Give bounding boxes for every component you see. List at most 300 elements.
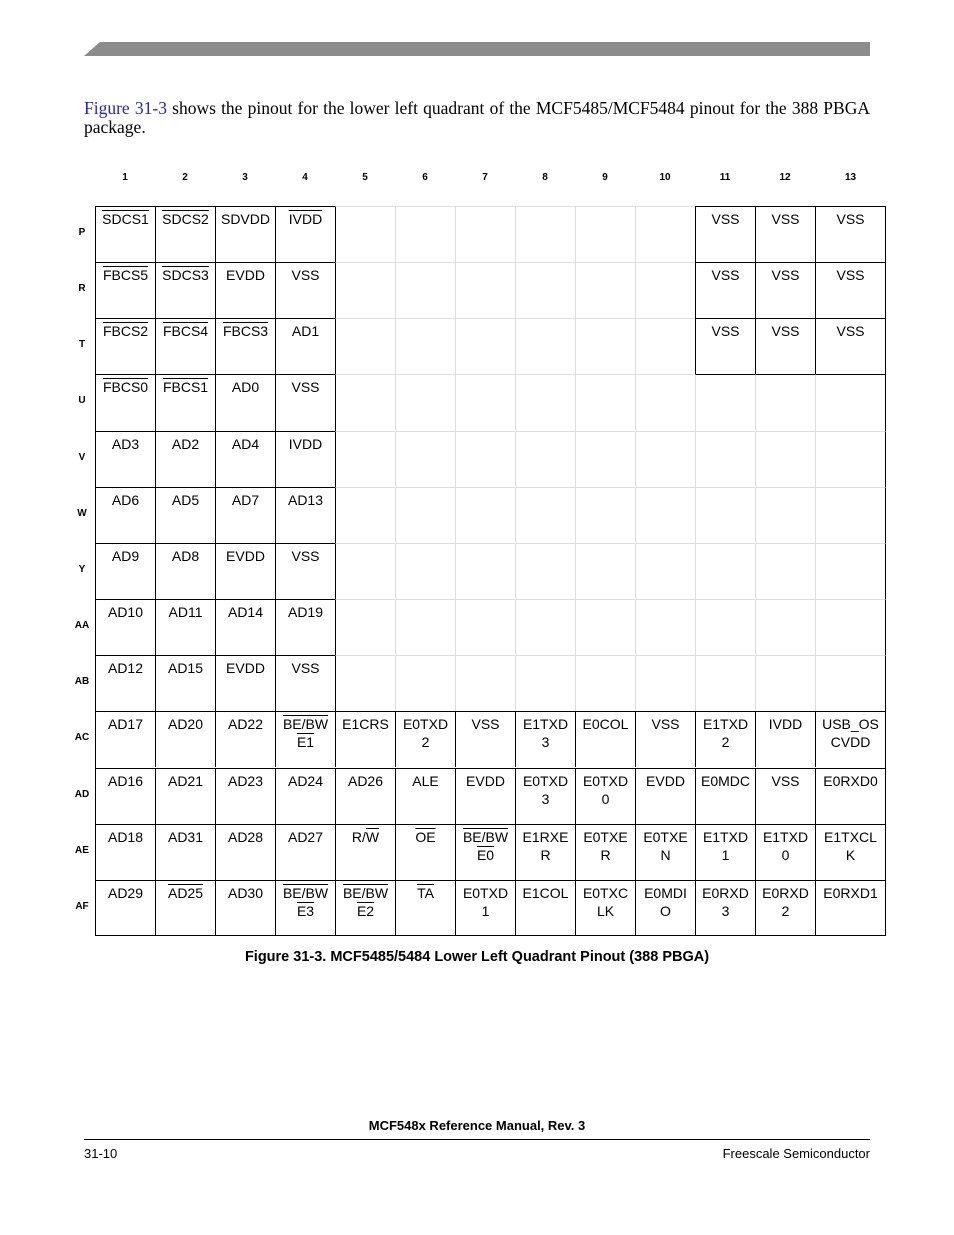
pin-cell <box>95 768 155 824</box>
pin-cell <box>155 487 215 543</box>
pin-cell <box>95 543 155 599</box>
pin-label: FBCS3 <box>222 323 269 340</box>
empty-cell <box>515 487 575 543</box>
pin-label: AD22 <box>227 716 264 733</box>
empty-cell <box>395 431 455 487</box>
empty-cell <box>815 599 886 655</box>
empty-cell <box>575 206 635 262</box>
pin-label: EVDD <box>226 267 265 284</box>
empty-cell <box>695 487 755 543</box>
pin-cell <box>815 880 886 936</box>
empty-cell <box>455 487 515 543</box>
pin-label: AD16 <box>107 772 144 789</box>
pin-label: VSS <box>291 547 320 564</box>
pin-cell <box>155 543 215 599</box>
empty-cell <box>455 543 515 599</box>
column-header: 9 <box>602 172 608 183</box>
pin-label: 1 <box>721 846 730 863</box>
pin-label: 3 <box>721 902 730 919</box>
pin-cell <box>455 768 515 824</box>
pin-cell <box>335 711 395 767</box>
pin-label: SDCS2 <box>162 211 209 227</box>
empty-cell <box>395 318 455 374</box>
pin-cell <box>515 768 575 824</box>
pin-label: E0MDI <box>644 884 687 901</box>
pin-label: EVDD <box>226 660 265 677</box>
pin-label: AD20 <box>167 716 204 733</box>
pin-label: VSS <box>836 211 865 227</box>
pin-cell <box>455 711 515 767</box>
empty-cell <box>515 599 575 655</box>
row-header: AB <box>74 676 90 688</box>
pin-label: AD29 <box>107 884 144 901</box>
pin-cell <box>755 880 815 936</box>
empty-cell <box>335 262 395 318</box>
pin-label: VSS <box>836 267 865 284</box>
pin-cell <box>455 824 515 880</box>
footer-title: MCF548x Reference Manual, Rev. 3 <box>368 1118 586 1133</box>
empty-cell <box>815 374 886 430</box>
pin-label: E1TXD <box>702 716 749 733</box>
pin-cell <box>155 655 215 711</box>
pin-label: R <box>600 846 611 863</box>
empty-cell <box>515 543 575 599</box>
pin-label: R <box>540 846 551 863</box>
pin-label: E2 <box>356 902 375 919</box>
pin-label: E0 <box>476 846 495 863</box>
pin-label: AD6 <box>111 491 140 508</box>
pin-cell <box>95 880 155 936</box>
empty-cell <box>395 374 455 430</box>
pin-label: 2 <box>721 734 730 751</box>
pin-label: VSS <box>711 211 740 227</box>
pin-label: AD25 <box>167 884 204 901</box>
column-header: 1 <box>122 172 128 183</box>
pin-cell <box>275 543 335 599</box>
pin-cell <box>275 711 335 767</box>
pin-cell <box>275 487 335 543</box>
pin-cell <box>155 374 215 430</box>
pin-label: E1TXD <box>762 828 809 845</box>
empty-cell <box>455 655 515 711</box>
empty-cell <box>395 599 455 655</box>
empty-cell <box>755 374 815 430</box>
pin-label: VSS <box>771 267 800 284</box>
pin-cell <box>95 711 155 767</box>
pin-cell <box>95 487 155 543</box>
column-header: 8 <box>542 172 548 183</box>
empty-cell <box>335 431 395 487</box>
pin-label: VSS <box>291 379 320 396</box>
pin-cell <box>635 711 695 767</box>
pin-cell <box>755 318 815 374</box>
pin-label: E1TXCL <box>824 828 877 845</box>
pin-label: SDCS3 <box>162 267 209 284</box>
column-header: 13 <box>844 172 857 183</box>
pin-cell <box>695 262 755 318</box>
pin-cell <box>95 262 155 318</box>
pin-cell <box>95 824 155 880</box>
empty-cell <box>635 543 695 599</box>
empty-cell <box>455 431 515 487</box>
pin-label: EVDD <box>226 547 265 564</box>
pin-label: N <box>660 846 671 863</box>
pin-label: AD4 <box>231 435 260 452</box>
pin-label: $\overline{TA}$ <box>417 884 434 901</box>
empty-cell <box>755 431 815 487</box>
pin-label: ALE <box>412 772 439 789</box>
column-header: 2 <box>182 172 188 183</box>
pin-label: AD27 <box>287 828 324 845</box>
column-header: 5 <box>362 172 368 183</box>
pin-cell <box>695 768 755 824</box>
pin-cell <box>635 768 695 824</box>
row-header: T <box>78 339 86 351</box>
empty-cell <box>635 206 695 262</box>
empty-cell <box>695 374 755 430</box>
pin-cell <box>575 880 635 936</box>
pin-cell <box>275 374 335 430</box>
empty-cell <box>815 487 886 543</box>
pin-label: BE/BW <box>342 884 389 901</box>
pin-label: CVDD <box>830 734 871 751</box>
pin-label: AD9 <box>111 547 140 564</box>
pin-label: AD30 <box>227 884 264 901</box>
empty-cell <box>575 374 635 430</box>
row-header: AD <box>74 788 90 800</box>
footer-company: Freescale Semiconductor <box>722 1146 870 1161</box>
pin-label: AD5 <box>171 491 200 508</box>
pin-label: 1 <box>481 902 490 919</box>
pin-label: VSS <box>651 716 680 733</box>
pin-cell <box>275 768 335 824</box>
empty-cell <box>335 318 395 374</box>
header-bar <box>84 42 870 56</box>
column-header: 3 <box>242 172 248 183</box>
empty-cell <box>455 262 515 318</box>
pin-cell <box>695 880 755 936</box>
pin-cell <box>215 711 275 767</box>
pin-cell <box>215 262 275 318</box>
pin-cell <box>155 768 215 824</box>
pin-label: IVDD <box>288 211 323 227</box>
pin-label: E1CRS <box>342 716 389 733</box>
column-header: 4 <box>302 172 308 183</box>
pin-label: 2 <box>781 902 790 919</box>
pin-label: E0RXD1 <box>823 884 878 901</box>
pin-label: IVDD <box>288 435 323 452</box>
pin-label: K <box>845 846 856 863</box>
pin-label: E1RXE <box>522 828 569 845</box>
pin-cell <box>215 543 275 599</box>
pin-label: FBCS5 <box>102 267 149 284</box>
empty-cell <box>755 487 815 543</box>
pin-label: FBCS1 <box>162 379 209 396</box>
pin-cell <box>575 711 635 767</box>
pin-cell <box>155 206 215 262</box>
pin-cell <box>95 206 155 262</box>
pin-cell <box>695 206 755 262</box>
empty-cell <box>515 655 575 711</box>
pin-label: AD21 <box>167 772 204 789</box>
pin-label: E0TXD <box>402 716 449 733</box>
pin-cell <box>155 318 215 374</box>
column-header: 6 <box>422 172 428 183</box>
pin-cell <box>695 824 755 880</box>
pin-label: AD1 <box>291 323 320 340</box>
row-header: P <box>78 227 86 238</box>
pin-label: VSS <box>836 323 865 340</box>
empty-cell <box>395 543 455 599</box>
pin-label: 3 <box>541 734 550 751</box>
pin-label: AD8 <box>171 547 200 564</box>
intro-text: shows the pinout for the lower left quadrant of the MCF5485/MCF5484 pinout for the 388 PBGA package. <box>84 98 870 137</box>
pin-label: EVDD <box>646 772 685 789</box>
pin-cell <box>155 711 215 767</box>
empty-cell <box>695 543 755 599</box>
pin-cell <box>275 824 335 880</box>
pin-cell <box>515 824 575 880</box>
pin-cell <box>215 768 275 824</box>
pin-cell <box>395 824 455 880</box>
pin-label: VSS <box>711 267 740 284</box>
empty-cell <box>755 543 815 599</box>
pin-cell <box>635 824 695 880</box>
row-header: AC <box>74 732 90 744</box>
pin-label: E0TXE <box>643 828 688 845</box>
pin-label: E0TXD <box>522 772 569 789</box>
column-header: 7 <box>482 172 488 183</box>
pin-cell <box>95 655 155 711</box>
pin-label: E0MDC <box>700 772 750 789</box>
pin-label: E0TXD <box>582 772 629 789</box>
empty-cell <box>755 599 815 655</box>
pin-cell <box>155 262 215 318</box>
pin-cell <box>635 880 695 936</box>
empty-cell <box>815 543 886 599</box>
pin-label: USB_OS <box>822 716 879 733</box>
pin-label: AD13 <box>287 491 324 508</box>
row-header: AE <box>75 844 89 856</box>
pin-label: E0TXC <box>582 884 629 901</box>
pin-label: E0RXD <box>702 884 749 901</box>
empty-cell <box>815 431 886 487</box>
pin-cell <box>275 655 335 711</box>
empty-cell <box>575 543 635 599</box>
pin-label: VSS <box>711 323 740 340</box>
empty-cell <box>695 655 755 711</box>
pin-label: AD19 <box>287 604 324 621</box>
pin-cell <box>215 824 275 880</box>
pin-cell <box>395 768 455 824</box>
empty-cell <box>335 206 395 262</box>
row-header: AA <box>74 620 90 632</box>
pin-cell <box>815 206 886 262</box>
empty-cell <box>455 318 515 374</box>
pin-cell <box>215 655 275 711</box>
column-header: 10 <box>659 172 671 183</box>
pin-label: FBCS4 <box>162 323 209 340</box>
pin-label: SDVDD <box>220 211 270 227</box>
pin-cell <box>335 880 395 936</box>
pin-label: AD3 <box>111 435 140 452</box>
empty-cell <box>815 655 886 711</box>
pin-label: $R/\overline{W}$ <box>351 828 380 845</box>
pin-cell <box>275 599 335 655</box>
pin-label: VSS <box>471 716 500 733</box>
page-number: 31-10 <box>84 1146 118 1161</box>
pin-cell <box>275 206 335 262</box>
pin-cell <box>215 318 275 374</box>
pin-label: BE/BW <box>462 828 509 845</box>
pin-label: AD12 <box>107 660 144 677</box>
pin-label: VSS <box>291 267 320 284</box>
pin-cell <box>755 711 815 767</box>
pin-label: AD28 <box>227 828 264 845</box>
empty-cell <box>395 487 455 543</box>
pin-label: AD31 <box>167 828 204 845</box>
pin-label: VSS <box>771 772 800 789</box>
pin-label: AD11 <box>168 604 203 621</box>
empty-cell <box>335 374 395 430</box>
pin-label: E1TXD <box>702 828 749 845</box>
pin-cell <box>215 599 275 655</box>
pin-label: E0COL <box>582 716 629 733</box>
pin-label: E0TXE <box>583 828 628 845</box>
empty-cell <box>575 431 635 487</box>
pin-cell <box>275 431 335 487</box>
pin-cell <box>515 711 575 767</box>
column-header: 11 <box>719 172 731 183</box>
empty-cell <box>395 206 455 262</box>
pin-cell <box>815 768 886 824</box>
pin-label: E0RXD0 <box>823 772 878 789</box>
empty-cell <box>755 655 815 711</box>
empty-cell <box>635 262 695 318</box>
footer-rule <box>84 1139 870 1140</box>
pin-label: VSS <box>771 323 800 340</box>
pin-label: AD7 <box>231 491 260 508</box>
empty-cell <box>635 431 695 487</box>
pin-label: VSS <box>291 660 320 677</box>
empty-cell <box>635 374 695 430</box>
pin-cell <box>275 318 335 374</box>
pin-label: AD14 <box>227 604 264 621</box>
pin-label: AD18 <box>107 828 144 845</box>
pin-label: FBCS2 <box>102 323 149 340</box>
row-header: Y <box>78 563 86 575</box>
row-header: W <box>77 507 87 519</box>
empty-cell <box>335 655 395 711</box>
empty-cell <box>575 655 635 711</box>
pin-label: BE/BW <box>282 884 329 901</box>
pin-cell <box>755 768 815 824</box>
pin-cell <box>455 880 515 936</box>
pin-cell <box>815 262 886 318</box>
empty-cell <box>635 318 695 374</box>
pin-cell <box>275 880 335 936</box>
empty-cell <box>455 599 515 655</box>
pin-cell <box>95 431 155 487</box>
pin-cell <box>575 824 635 880</box>
pin-cell <box>695 711 755 767</box>
pin-cell <box>575 768 635 824</box>
empty-cell <box>635 655 695 711</box>
empty-cell <box>455 206 515 262</box>
pin-cell <box>755 206 815 262</box>
pin-cell <box>815 824 886 880</box>
empty-cell <box>395 262 455 318</box>
pin-label: IVDD <box>768 716 803 733</box>
pin-cell <box>515 880 575 936</box>
pin-label: AD17 <box>107 716 144 733</box>
pin-cell <box>215 206 275 262</box>
empty-cell <box>635 599 695 655</box>
empty-cell <box>575 599 635 655</box>
figure-link[interactable]: Figure 31-3 <box>84 98 167 118</box>
pin-label: AD24 <box>287 772 324 789</box>
empty-cell <box>335 599 395 655</box>
pin-label: AD26 <box>347 772 384 789</box>
row-header: U <box>78 395 86 407</box>
pin-label: FBCS0 <box>102 379 149 396</box>
empty-cell <box>515 374 575 430</box>
pin-label: E0TXD <box>462 884 509 901</box>
pin-cell <box>815 318 886 374</box>
pin-label: 3 <box>541 790 550 807</box>
pin-cell <box>215 431 275 487</box>
pin-cell <box>395 880 455 936</box>
pin-cell <box>215 487 275 543</box>
pin-cell <box>215 374 275 430</box>
empty-cell <box>335 543 395 599</box>
pin-cell <box>755 824 815 880</box>
pin-cell <box>395 711 455 767</box>
pin-label: E1 <box>296 734 315 751</box>
pin-cell <box>155 431 215 487</box>
pin-label: 2 <box>421 734 430 751</box>
pin-label: VSS <box>771 211 800 227</box>
pin-cell <box>155 599 215 655</box>
empty-cell <box>695 599 755 655</box>
row-header: AF <box>75 900 89 912</box>
pin-cell <box>755 262 815 318</box>
pin-cell <box>335 824 395 880</box>
pin-label: $\overline{OE}$ <box>415 828 436 845</box>
pin-cell <box>95 599 155 655</box>
pin-cell <box>215 880 275 936</box>
pin-cell <box>695 318 755 374</box>
pin-label: BE/BW <box>282 716 329 733</box>
empty-cell <box>635 487 695 543</box>
pin-cell <box>275 262 335 318</box>
pin-cell <box>335 768 395 824</box>
pin-label: AD2 <box>171 435 200 452</box>
pin-cell <box>155 880 215 936</box>
pin-label: O <box>660 902 671 919</box>
pin-label: LK <box>596 902 615 919</box>
pin-label: 0 <box>601 790 610 807</box>
pin-label: AD15 <box>167 660 204 677</box>
pin-label: E1TXD <box>522 716 569 733</box>
pin-label: AD23 <box>227 772 264 789</box>
pin-cell <box>815 711 886 767</box>
figure-caption: Figure 31-3. MCF5485/5484 Lower Left Quadrant Pinout (388 PBGA) <box>244 949 710 965</box>
pin-label: AD10 <box>107 604 144 621</box>
empty-cell <box>455 374 515 430</box>
empty-cell <box>515 318 575 374</box>
row-header: V <box>78 451 86 463</box>
